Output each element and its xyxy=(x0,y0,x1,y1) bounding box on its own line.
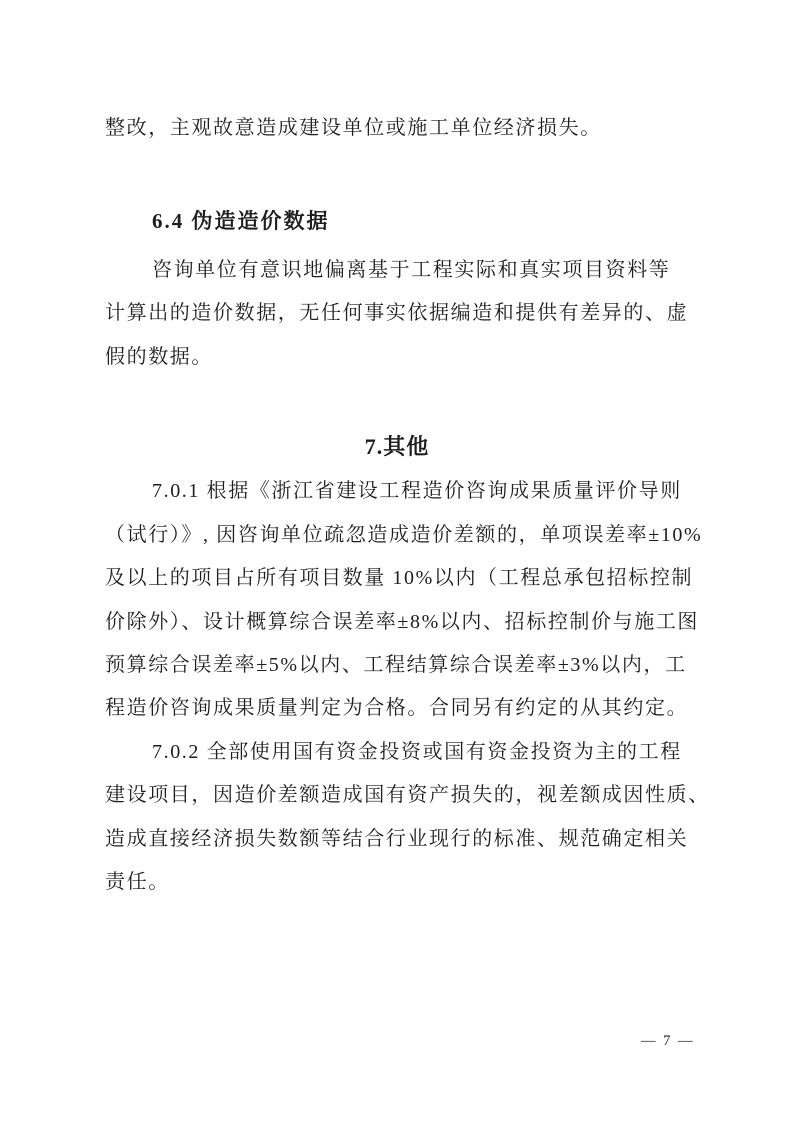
clause-7-0-1-line: 及以上的项目占所有项目数量 10%以内（工程总承包招标控制 xyxy=(105,567,694,590)
clause-7-0-1-line: 程造价咨询成果质量判定为合格。合同另有约定的从其约定。 xyxy=(105,697,689,720)
continuation-paragraph-line: 整改，主观故意造成建设单位或施工单位经济损失。 xyxy=(105,117,602,139)
continuation-paragraph xyxy=(105,107,689,150)
page-number: — 7 — xyxy=(641,1033,695,1049)
document-body xyxy=(105,107,710,905)
clause-7-0-1-paragraph xyxy=(105,470,703,730)
section-6-4-paragraph-line: 计算出的造价数据，无任何事实依据编造和提供有差异的、虚 xyxy=(105,302,689,325)
clause-7-0-2-line: 责任。 xyxy=(105,871,170,894)
clause-7-0-1-line: 预算综合误差率±5%以内、工程结算综合误差率±3%以内，工 xyxy=(105,654,687,677)
clause-7-0-2-line: 造成直接经济损失数额等结合行业现行的标准、规范确定相关 xyxy=(105,827,689,850)
clause-7-0-1-line: 7.0.1 根据《浙江省建设工程造价咨询成果质量评价导则 xyxy=(152,480,682,503)
clause-7-0-2-line: 7.0.2 全部使用国有资金投资或国有资金投资为主的工程 xyxy=(152,740,682,763)
section-6-4-heading: 6.4 伪造造价数据 xyxy=(152,209,330,234)
clause-7-0-1-line: 价除外）、设计概算综合误差率±8%以内、招标控制价与施工图 xyxy=(105,610,700,633)
section-6-4-paragraph-line: 假的数据。 xyxy=(105,345,213,368)
section-7-heading: 7.其他 xyxy=(364,434,430,460)
section-6-4-paragraph-line: 咨询单位有意识地偏离基于工程实际和真实项目资料等 xyxy=(152,258,671,281)
clause-7-0-2-line: 建设项目，因造价差额造成国有资产损失的，视差额成因性质、 xyxy=(105,784,710,807)
clause-7-0-2-paragraph xyxy=(105,731,710,905)
clause-7-0-1-line: （试行）》, 因咨询单位疏忽造成造价差额的，单项误差率±10% xyxy=(105,523,703,546)
section-6-4-paragraph xyxy=(105,249,689,379)
